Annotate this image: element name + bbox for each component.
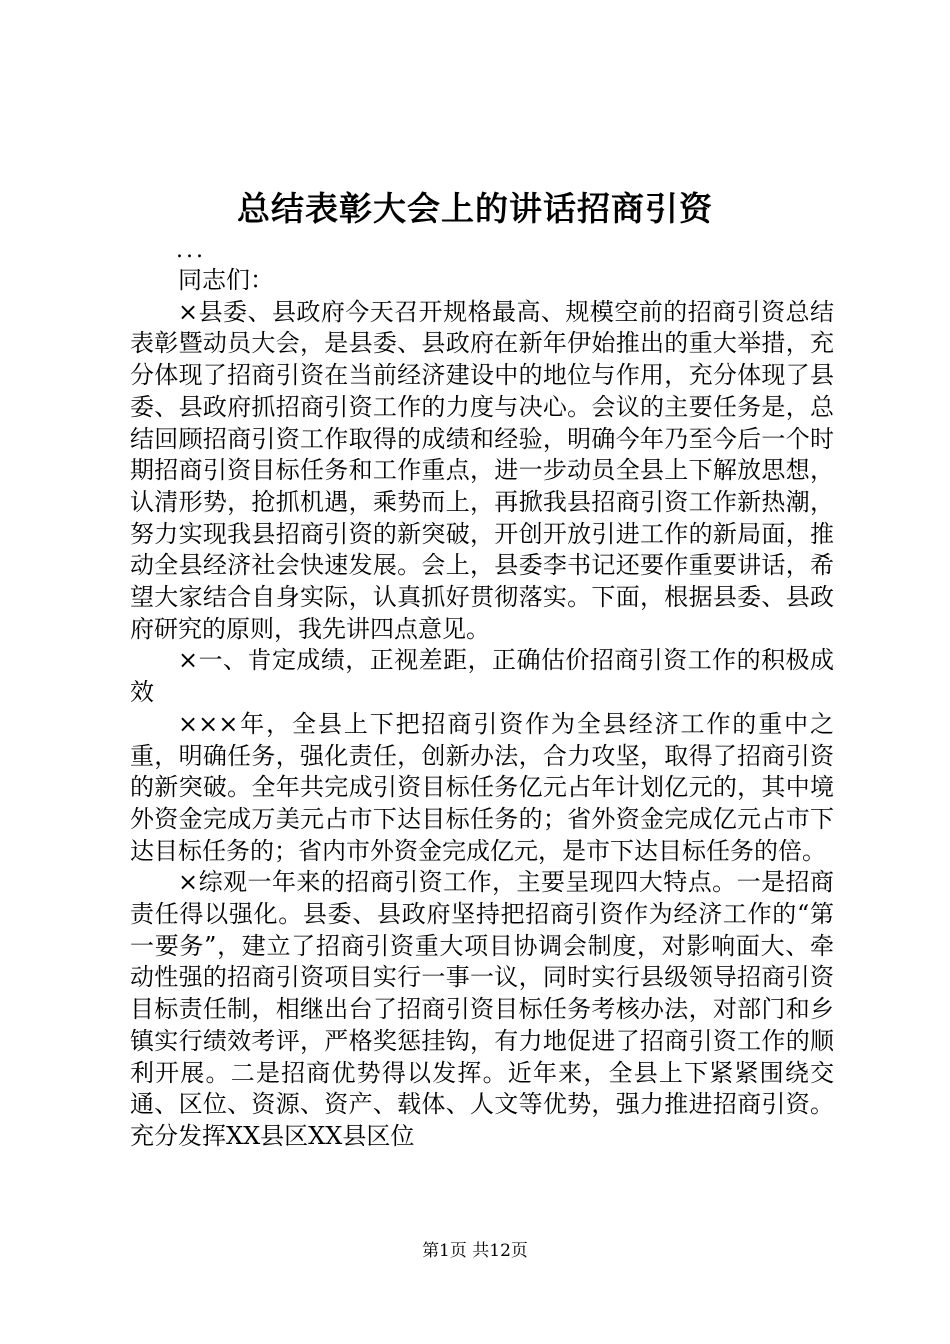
section-heading-1: ×一、肯定成绩，正视差距，正确估价招商引资工作的积极成效 xyxy=(130,646,834,707)
paragraph-features: ×综观一年来的招商引资工作，主要呈现四大特点。一是招商责任得以强化。县委、县政府坚持把招商引资作为经济工作的“第一要务”，建立了招商引资重大项目协调会制度，对影响面大、牵动性强的招商引资项目实行一事一议，同时实行县级领导招商引资目标责任制，相继出台了招商引资目标任务考核办法，对部门和乡镇实行绩效考评，严格奖惩挂钩，有力地促进了招商引资工作的顺利开展。二是招商优势得以发挥。近年来，全县上下紧紧围绕交通、区位、资源、资产、载体、人文等优势，强力推进招商引资。充分发挥XX县区XX县区位 xyxy=(130,868,834,1150)
paragraph-opening: ×县委、县政府今天召开规格最高、规模空前的招商引资总结表彰暨动员大会，是县委、县政府在新年伊始推出的重大举措，充分体现了招商引资在当前经济建设中的地位与作用，充分体现了县委、县政府抓招商引资工作的力度与决心。会议的主要任务是，总结回顾招商引资工作取得的成绩和经验，明确今年乃至今后一个时期招商引资目标任务和工作重点，进一步动员全县上下解放思想，认清形势，抢抓机遇，乘势而上，再掀我县招商引资工作新热潮，努力实现我县招商引资的新突破，开创开放引进工作的新局面，推动全县经济社会快速发展。会上，县委李书记还要作重要讲话，希望大家结合自身实际，认真抓好贯彻落实。下面，根据县委、县政府研究的原则，我先讲四点意见。 xyxy=(130,297,834,643)
greeting-paragraph: 同志们： xyxy=(178,266,274,294)
page-footer: 第1页 共12页 xyxy=(422,1241,528,1261)
ellipsis-text: ... xyxy=(176,238,206,263)
document-body xyxy=(130,265,834,1153)
document-title: 总结表彰大会上的讲话招商引资 xyxy=(237,189,713,228)
paragraph-results: ×××年，全县上下把招商引资作为全县经济工作的重中之重，明确任务，强化责任，创新办法，合力攻坚，取得了招商引资的新突破。全年共完成引资目标任务亿元占年计划亿元的，其中境外资金完成万美元占市下达目标任务的；省外资金完成亿元占市下达目标任务的；省内市外资金完成亿元，是市下达目标任务的倍。 xyxy=(130,709,834,865)
